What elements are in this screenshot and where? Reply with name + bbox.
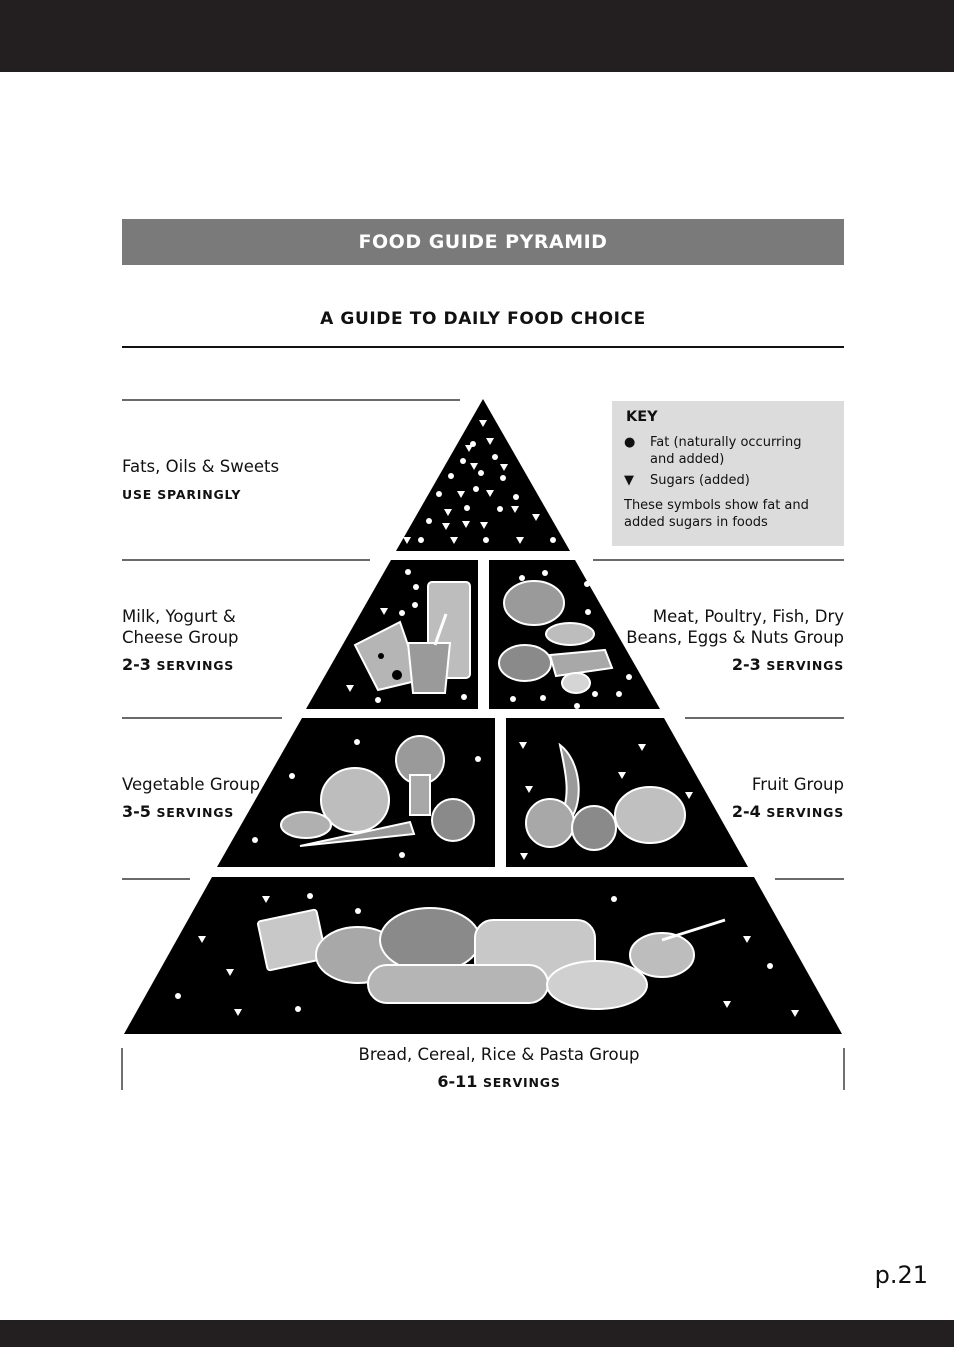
key-item-sugar-text: Sugars (added)	[650, 473, 750, 488]
page-title-text: FOOD GUIDE PYRAMID	[358, 231, 608, 253]
fruit-servings-count: 2-4	[731, 802, 761, 821]
label-milk	[122, 606, 322, 676]
bread-servings-count: 6-11	[437, 1072, 478, 1091]
legend-key	[612, 401, 844, 546]
label-bread	[300, 1044, 698, 1093]
bread-servings	[300, 1071, 698, 1093]
vegetable-name: Vegetable Group	[122, 775, 261, 794]
milk-name-line2: Cheese Group	[122, 628, 239, 647]
fats-name: Fats, Oils & Sweets	[122, 457, 280, 476]
bread-servings-word: SERVINGS	[483, 1075, 561, 1090]
label-vegetable	[122, 774, 322, 823]
label-fruit	[684, 774, 844, 823]
fats-servings-word: USE SPARINGLY	[122, 487, 242, 502]
meat-name-line1: Meat, Poultry, Fish, Dry	[652, 607, 844, 626]
milk-servings	[122, 654, 322, 676]
page-subtitle: A GUIDE TO DAILY FOOD CHOICE	[320, 309, 646, 329]
milk-servings-word: SERVINGS	[156, 658, 235, 673]
triangle-down-icon: ▼	[624, 473, 634, 488]
bottom-band	[0, 1320, 954, 1347]
fruit-servings	[684, 801, 844, 823]
vegetable-servings-word: SERVINGS	[156, 805, 235, 820]
key-item-fat-line2: and added)	[650, 452, 725, 467]
fruit-name: Fruit Group	[751, 775, 844, 794]
circle-icon: ●	[624, 435, 636, 450]
key-item-fat	[624, 434, 832, 468]
key-title: KEY	[626, 409, 658, 425]
key-item-fat-line1: Fat (naturally occurring	[650, 435, 802, 450]
key-note: These symbols show fat and added sugars in foods	[624, 498, 809, 530]
meat-servings-word: SERVINGS	[766, 658, 844, 673]
milk-servings-count: 2-3	[122, 655, 151, 674]
label-fats	[122, 456, 382, 505]
bread-name: Bread, Cereal, Rice & Pasta Group	[358, 1045, 640, 1064]
milk-name-line1: Milk, Yogurt &	[122, 607, 236, 626]
meat-name-line2: Beans, Eggs & Nuts Group	[626, 628, 844, 647]
key-item-sugar	[624, 472, 832, 489]
fruit-servings-word: SERVINGS	[766, 805, 844, 820]
vegetable-servings-count: 3-5	[122, 802, 151, 821]
key-item-fat-text	[650, 434, 802, 468]
label-meat	[604, 606, 844, 676]
meat-servings	[604, 654, 844, 676]
vegetable-servings	[122, 801, 322, 823]
meat-servings-count: 2-3	[731, 655, 761, 674]
page-number: p.21	[874, 1261, 928, 1289]
fats-servings	[122, 483, 382, 505]
